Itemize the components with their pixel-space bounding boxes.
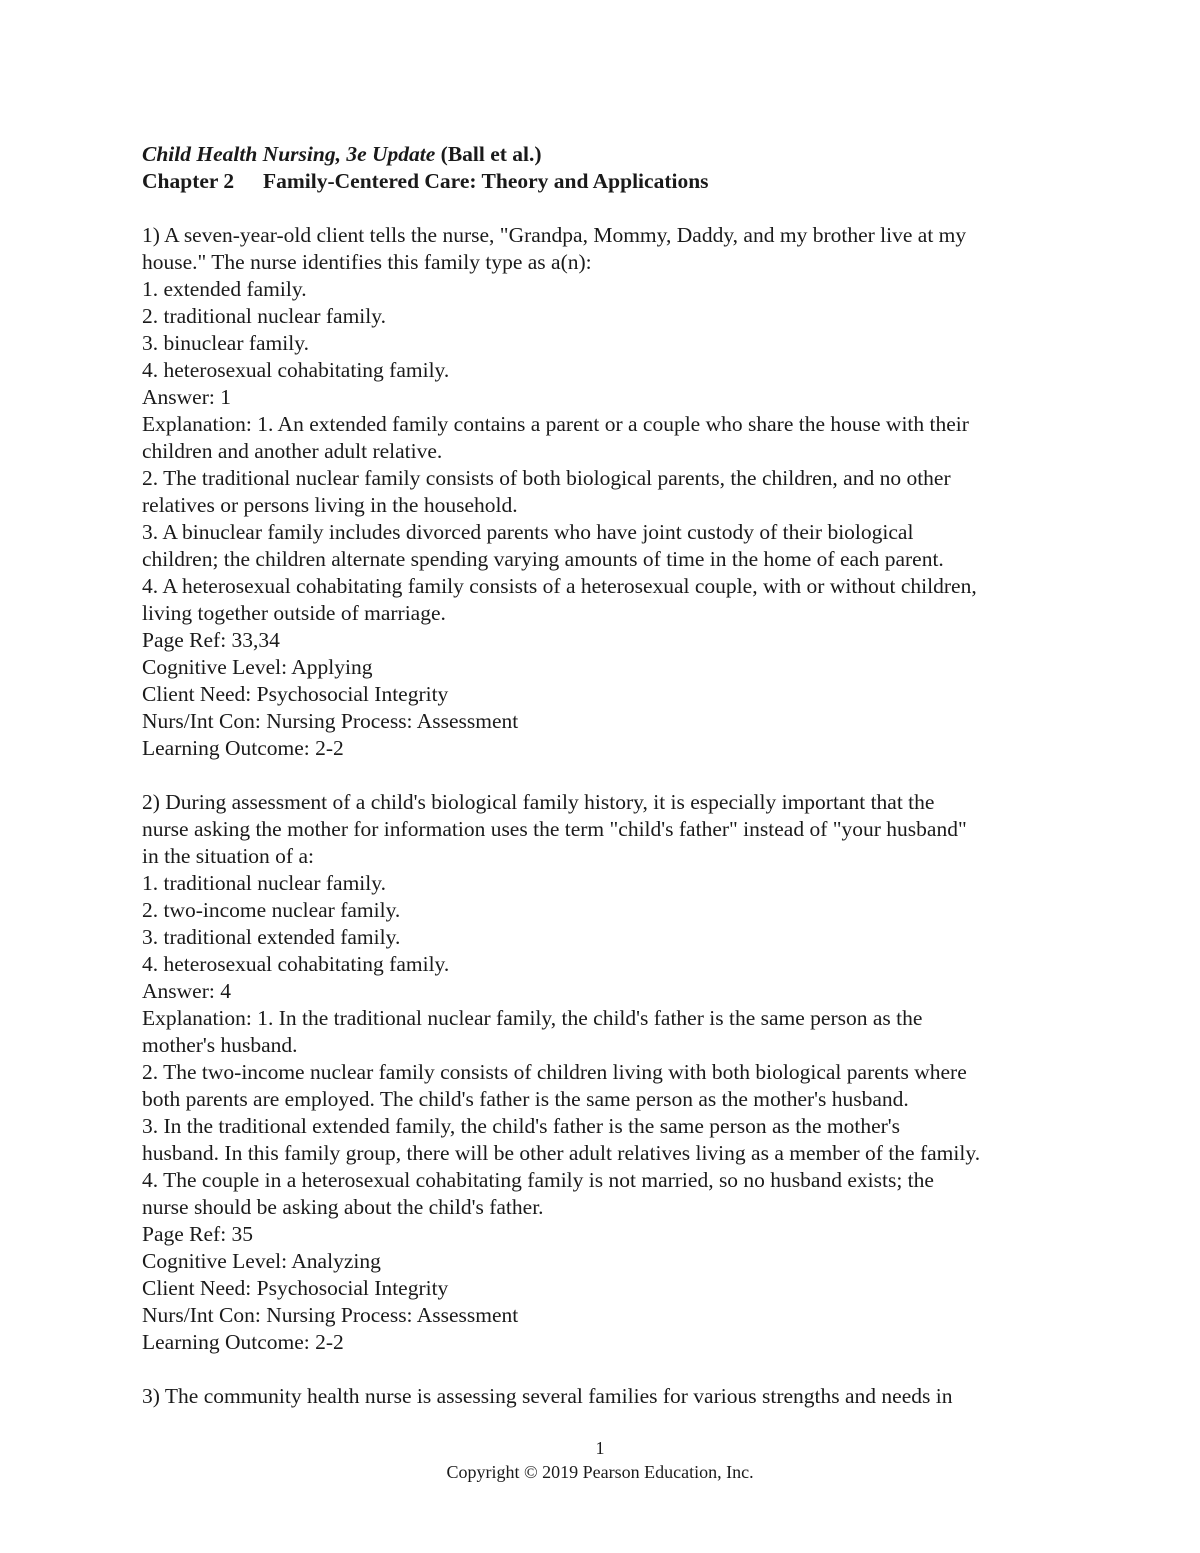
question-3 — [142, 1383, 1072, 1410]
spacer — [142, 762, 1072, 789]
question-1 — [142, 222, 1072, 762]
answer-key: Answer: 4 — [142, 979, 231, 1003]
chapter-title: Family-Centered Care: Theory and Applications — [263, 169, 709, 193]
book-authors: (Ball et al.) — [435, 142, 542, 166]
explanation-line: 3. In the traditional extended family, the child's father is the same person as the mother's — [142, 1114, 901, 1138]
question-stem-line: in the situation of a: — [142, 844, 314, 868]
explanation-line: Explanation: 1. In the traditional nuclear family, the child's father is the same person as the — [142, 1006, 923, 1030]
chapter-heading — [142, 168, 1072, 195]
nurs-int-con: Nurs/Int Con: Nursing Process: Assessment — [142, 709, 519, 733]
cognitive-level: Cognitive Level: Applying — [142, 655, 373, 679]
learning-outcome: Learning Outcome: 2-2 — [142, 736, 344, 760]
explanation-line: Explanation: 1. An extended family contains a parent or a couple who share the house with their — [142, 412, 969, 436]
answer-option: 4. heterosexual cohabitating family. — [142, 952, 450, 976]
page-ref: Page Ref: 33,34 — [142, 628, 280, 652]
answer-option: 1. traditional nuclear family. — [142, 871, 386, 895]
explanation-line: 2. The two-income nuclear family consists of children living with both biological parents where — [142, 1060, 967, 1084]
explanation-line: children and another adult relative. — [142, 439, 443, 463]
answer-option: 3. binuclear family. — [142, 331, 309, 355]
explanation-line: both parents are employed. The child's father is the same person as the mother's husband. — [142, 1087, 909, 1111]
client-need: Client Need: Psychosocial Integrity — [142, 1276, 449, 1300]
answer-option: 2. traditional nuclear family. — [142, 304, 386, 328]
copyright-notice: Copyright © 2019 Pearson Education, Inc. — [446, 1462, 754, 1482]
page-number: 1 — [595, 1438, 605, 1458]
page-content — [142, 141, 1072, 1410]
answer-option: 1. extended family. — [142, 277, 307, 301]
explanation-line: children; the children alternate spending varying amounts of time in the home of each parent. — [142, 547, 944, 571]
book-title-line — [142, 141, 1072, 168]
nurs-int-con: Nurs/Int Con: Nursing Process: Assessment — [142, 1303, 519, 1327]
explanation-line: mother's husband. — [142, 1033, 298, 1057]
explanation-line: nurse should be asking about the child's father. — [142, 1195, 544, 1219]
question-stem-line: 1) A seven-year-old client tells the nurse, "Grandpa, Mommy, Daddy, and my brother live at my — [142, 223, 967, 247]
chapter-number: Chapter 2 — [142, 169, 235, 193]
explanation-line: 3. A binuclear family includes divorced parents who have joint custody of their biological — [142, 520, 914, 544]
explanation-line: 4. The couple in a heterosexual cohabitating family is not married, so no husband exists; the — [142, 1168, 934, 1192]
answer-key: Answer: 1 — [142, 385, 231, 409]
question-stem-line: 3) The community health nurse is assessing several families for various strengths and needs in — [142, 1384, 953, 1408]
spacer — [142, 195, 1072, 222]
explanation-line: 4. A heterosexual cohabitating family consists of a heterosexual couple, with or without children, — [142, 574, 977, 598]
spacer — [142, 1356, 1072, 1383]
answer-option: 2. two-income nuclear family. — [142, 898, 401, 922]
explanation-line: relatives or persons living in the household. — [142, 493, 518, 517]
explanation-line: 2. The traditional nuclear family consists of both biological parents, the children, and no other — [142, 466, 951, 490]
page-ref: Page Ref: 35 — [142, 1222, 254, 1246]
answer-option: 3. traditional extended family. — [142, 925, 401, 949]
question-stem-line: nurse asking the mother for information uses the term "child's father" instead of "your husband" — [142, 817, 967, 841]
learning-outcome: Learning Outcome: 2-2 — [142, 1330, 344, 1354]
explanation-line: husband. In this family group, there will be other adult relatives living as a member of the family. — [142, 1141, 981, 1165]
answer-option: 4. heterosexual cohabitating family. — [142, 358, 450, 382]
cognitive-level: Cognitive Level: Analyzing — [142, 1249, 381, 1273]
client-need: Client Need: Psychosocial Integrity — [142, 682, 449, 706]
book-title: Child Health Nursing, 3e Update — [142, 142, 436, 166]
question-stem-line: 2) During assessment of a child's biological family history, it is especially important that the — [142, 790, 935, 814]
question-2 — [142, 789, 1072, 1356]
question-stem-line: house." The nurse identifies this family type as a(n): — [142, 250, 592, 274]
explanation-line: living together outside of marriage. — [142, 601, 446, 625]
